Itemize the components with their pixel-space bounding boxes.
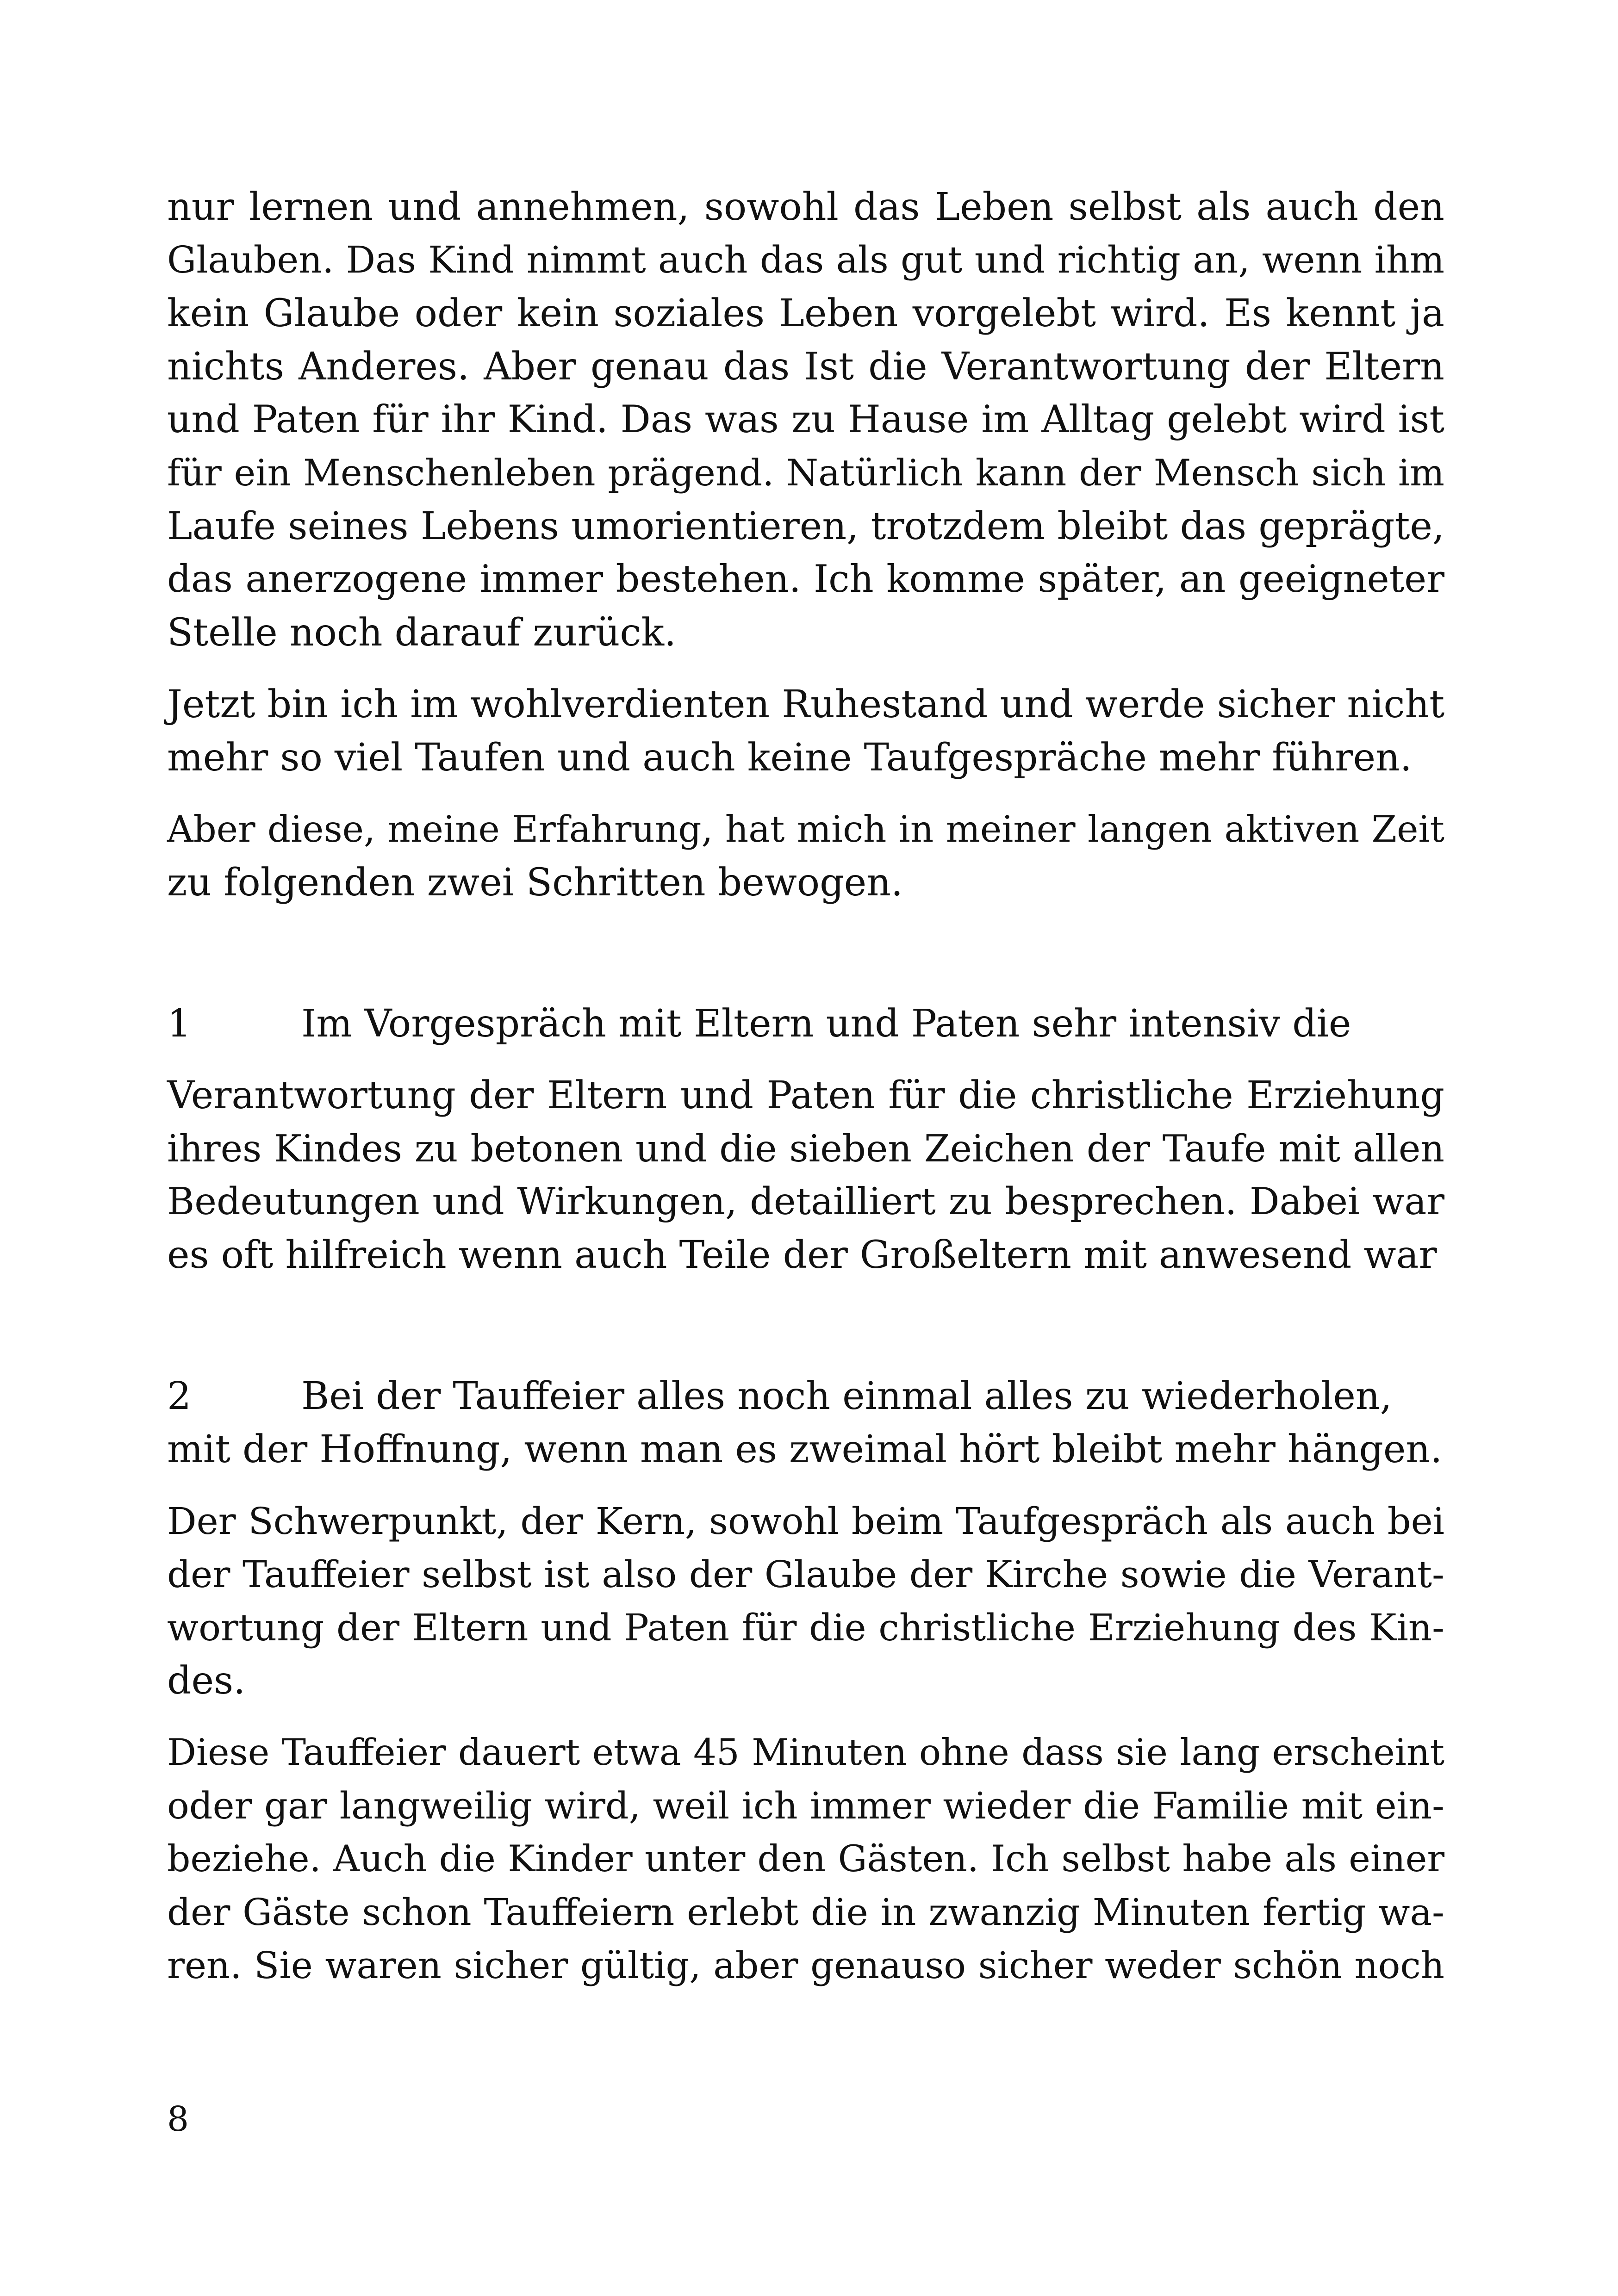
text-line: des. — [167, 1659, 246, 1703]
text-line: nur lernen und annehmen, sowohl das Leben selbst als auch den — [167, 185, 1444, 229]
step-1-body — [167, 1069, 1444, 1282]
step-2 — [167, 1370, 1444, 1476]
text-line: Bedeutungen und Wirkungen, detailliert zu besprechen. Dabei war — [167, 1180, 1444, 1223]
text-line: oder gar langweilig wird, weil ich immer wieder die Familie mit ein- — [167, 1784, 1444, 1827]
text-line: ihres Kindes zu betonen und die sieben Zeichen der Taufe mit allen — [167, 1127, 1444, 1170]
text-line: und Paten für ihr Kind. Das was zu Hause im Alltag gelebt wird ist — [167, 398, 1444, 441]
text-line: Laufe seines Lebens umorientieren, trotzdem bleibt das geprägte, — [167, 504, 1444, 548]
step-heading-text: Bei der Tauffeier alles noch einmal alles zu wiederholen, — [301, 1374, 1392, 1418]
text-line: nichts Anderes. Aber genau das Ist die Verantwortung der Eltern — [167, 345, 1444, 389]
text-line: kein Glaube oder kein soziales Leben vorgelebt wird. Es kennt ja — [167, 292, 1444, 335]
paragraph — [167, 803, 1444, 909]
page-number: 8 — [167, 2099, 189, 2139]
text-line: wortung der Eltern und Paten für die christliche Erziehung des Kin- — [167, 1606, 1444, 1649]
text-line: zu folgenden zwei Schritten bewogen. — [167, 861, 903, 905]
paragraph — [167, 678, 1444, 784]
text-line: der Tauffeier selbst ist also der Glaube der Kirche sowie die Verant- — [167, 1553, 1444, 1596]
text-line: das anerzogene immer bestehen. Ich komme später, an geeigneter — [167, 558, 1444, 601]
step-number: 2 — [167, 1374, 192, 1418]
text-line: mehr so viel Taufen und auch keine Taufgespräche mehr führen. — [167, 736, 1412, 780]
text-line: mit der Hoffnung, wenn man es zweimal hört bleibt mehr hängen. — [167, 1427, 1443, 1471]
text-line: Stelle noch darauf zurück. — [167, 611, 677, 655]
text-line: für ein Menschenleben prägend. Natürlich kann der Mensch sich im — [167, 452, 1444, 494]
text-line: beziehe. Auch die Kinder unter den Gästen. Ich selbst habe als einer — [167, 1837, 1444, 1880]
step-heading — [167, 1370, 1444, 1423]
step-number: 1 — [167, 1002, 192, 1046]
text-line: Glauben. Das Kind nimmt auch das als gut und richtig an, wenn ihm — [167, 239, 1444, 281]
paragraph — [167, 1495, 1444, 1707]
text-line: Verantwortung der Eltern und Paten für die christliche Erziehung — [167, 1074, 1444, 1117]
text-line: Diese Tauffeier dauert etwa 45 Minuten ohne dass sie lang erscheint — [167, 1731, 1444, 1774]
step-heading — [167, 997, 1444, 1050]
text-line: ren. Sie waren sicher gültig, aber genauso sicher weder schön noch — [167, 1944, 1444, 1987]
paragraph — [167, 1726, 1444, 1992]
text-line: der Gäste schon Tauffeiern erlebt die in zwanzig Minuten fertig wa- — [167, 1891, 1444, 1934]
step-1 — [167, 997, 1444, 1050]
text-line: Der Schwerpunkt, der Kern, sowohl beim Taufgespräch als auch bei — [167, 1500, 1444, 1543]
paragraph — [167, 180, 1444, 659]
text-line: es oft hilfreich wenn auch Teile der Großeltern mit anwesend war — [167, 1233, 1437, 1277]
text-line: Jetzt bin ich im wohlverdienten Ruhestand und werde sicher nicht — [167, 683, 1445, 726]
step-heading-text: Im Vorgespräch mit Eltern und Paten sehr intensiv die — [301, 1002, 1351, 1046]
page-body — [167, 180, 1444, 1992]
text-line: Aber diese, meine Erfahrung, hat mich in meiner langen aktiven Zeit — [167, 808, 1444, 850]
